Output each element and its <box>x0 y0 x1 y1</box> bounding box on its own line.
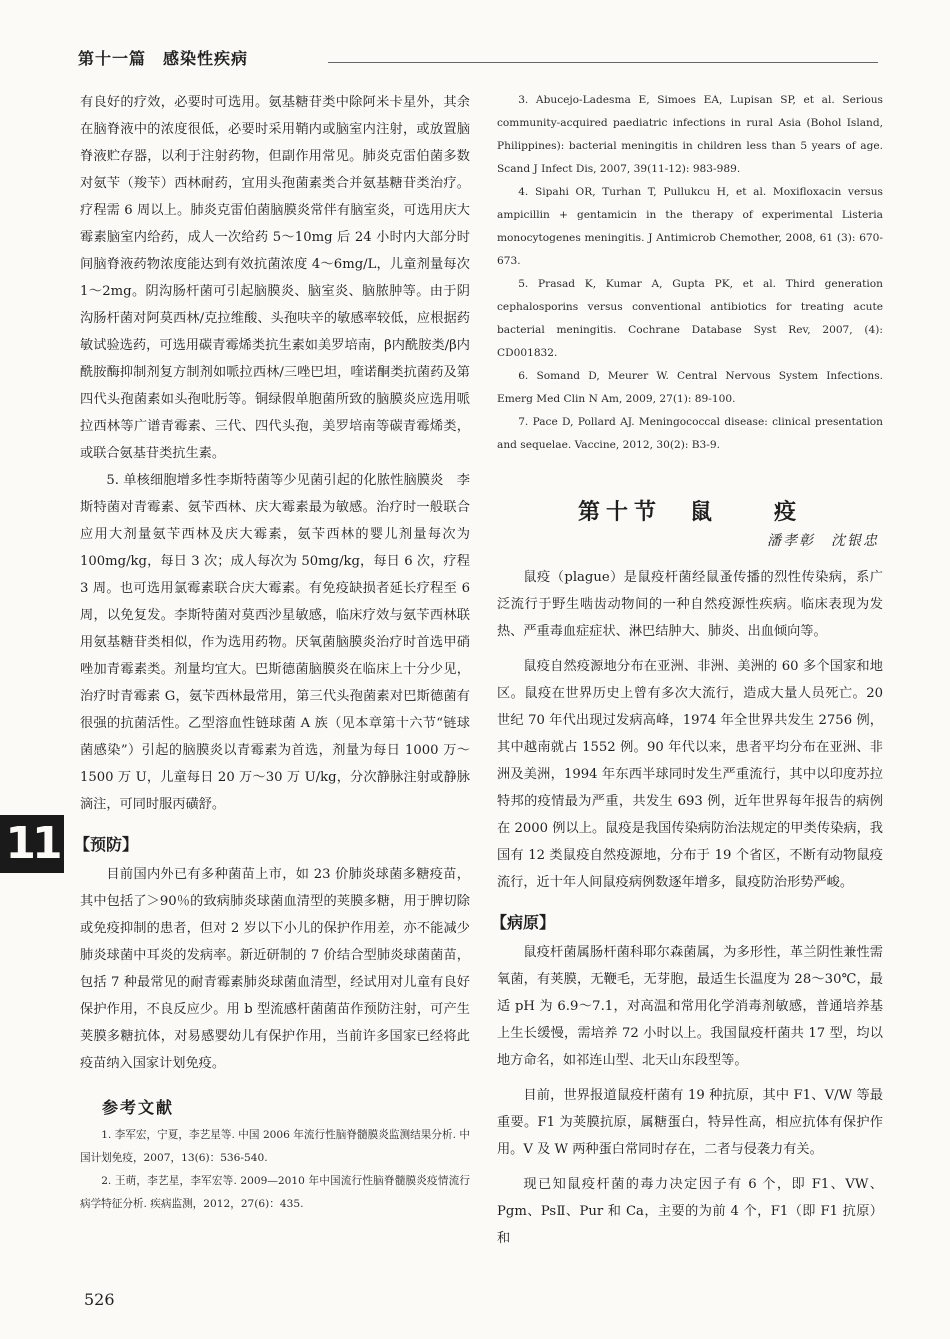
right-column <box>491 89 883 1252</box>
left-paragraph-2: 5. 单核细胞增多性李斯特菌等少见菌引起的化脓性脑膜炎 李斯特菌对青霉素、氨苄西林、庆大霉素最为敏感。治疗时一般联合应用大剂量氨苄西林及庆大霉素，氨苄西林的婴儿剂量每次为 100mg/kg，每日 3 次；成人每次为 50mg/kg，每日 6 次，疗程 3 周。也可选用氯霉素联合庆大霉素。有免疫缺损者延长疗程至 6 周，以免复发。李斯特菌对莫西沙星敏感，临床疗效与氨苄西林联用氨基糖苷类相似，作为选用药物。厌氧菌脑膜炎治疗时首选甲硝唑加青霉素类。剂量均宜大。巴斯德菌脑膜炎在临床上十分少见，治疗时青霉素 G，氨苄西林最常用，第三代头孢菌素对巴斯德菌有很强的抗菌活性。乙型溶血性链球菌 A 族（见本章第十六节“链球菌感染”）引起的脑膜炎以青霉素为首选，剂量为每日 1000 万～1500 万 U，儿童每日 20 万～30 万 U/kg，分次静脉注射或静脉滴注，可同时服丙磺舒。 <box>80 473 470 812</box>
page-number: 526 <box>84 1290 115 1309</box>
etiology-paragraph-1: 鼠疫杆菌属肠杆菌科耶尔森菌属，为多形性，革兰阴性兼性需氧菌，有荚膜，无鞭毛，无芽胞，最适生长温度为 28～30℃，最适 pH 为 6.9～7.1，对高温和常用化学消毒剂敏感，普通培养基上生长缓慢，需培养 72 小时以上。我国鼠疫杆菌共 17 型，均以地方命名，如祁连山型、北天山东段型等。 <box>497 945 883 1068</box>
reference-item: 7. Pace D, Pollard AJ. Meningococcal disease: clinical presentation and sequelae. Vaccine, 2012, 30(2): B3-9. <box>497 416 883 451</box>
reference-item: 6. Somand D, Meurer W. Central Nervous System Infections. Emerg Med Clin N Am, 2009, 27(1): 89-100. <box>497 370 883 405</box>
reference-item: 4. Sipahi OR, Turhan T, Pullukcu H, et al. Moxifloxacin versus ampicillin + gentamicin in the therapy of experimental Listeria monocytogenes meningitis. J Antimicrob Chemother, 2008, 61 (3): 670-673. <box>497 186 883 267</box>
left-paragraph-1: 有良好的疗效，必要时可选用。氨基糖苷类中除阿米卡星外，其余在脑脊液中的浓度很低，必要时采用鞘内或脑室内注射，或放置脑脊液贮存器，以利于注射药物，但副作用常见。肺炎克雷伯菌多数对氨苄（羧苄）西林耐药，宜用头孢菌素类合并氨基糖苷类治疗。疗程需 6 周以上。肺炎克雷伯菌脑膜炎常伴有脑室炎，可选用庆大霉素脑室内给药，成人一次给药 5～10mg 后 24 小时内大部分时间脑脊液药物浓度能达到有效抗菌浓度 4～6mg/L，儿童剂量每次 1～2mg。阴沟肠杆菌可引起脑膜炎、脑室炎、脑脓肿等。由于阴沟肠杆菌对阿莫西林/克拉维酸、头孢呋辛的敏感率较低，应根据药敏试验选药，可选用碳青霉烯类抗生素如美罗培南，β内酰胺类/β内酰胺酶抑制剂复方制剂如哌拉西林/三唑巴坦，喹诺酮类抗菌药及第四代头孢菌素如头孢吡肟等。铜绿假单胞菌所致的脑膜炎应选用哌拉西林等广谱青霉素、三代、四代头孢，美罗培南等碳青霉烯类，或联合氨基苷类抗生素。 <box>80 95 470 461</box>
reference-item: 5. Prasad K, Kumar A, Gupta PK, et al. Third generation cephalosporins versus conventional antibiotics for treating acute bacterial meningitis. Cochrane Database Syst Rev, 2007, (4): CD001832. <box>497 278 883 359</box>
reference-item: 3. Abucejo-Ladesma E, Simoes EA, Lupisan SP, et al. Serious community-acquired paediatric infections in rural Asia (Bohol Island, Philippines): bacterial meningitis in children less than 5 years of age. Scand J Infect Dis, 2007, 39(11-12): 983-989. <box>497 94 883 175</box>
etiology-heading: 【病原】 <box>491 913 556 932</box>
chapter-tab: 11 <box>0 815 64 873</box>
prevention-heading: 【预防】 <box>74 835 139 854</box>
etiology-paragraph-3: 现已知鼠疫杆菌的毒力决定因子有 6 个，即 F1、VW、Pgm、PsⅡ、Pur 和 Ca，主要的为前 4 个，F1（即 F1 抗原）和 <box>497 1177 883 1246</box>
prevention-paragraph: 目前国内外已有多种菌苗上市，如 23 价肺炎球菌多糖疫苗，其中包括了＞90％的致病肺炎球菌血清型的荚膜多糖，用于脾切除或免疫抑制的患者，但对 2 岁以下小儿的保护作用差，亦不能减少肺炎球菌中耳炎的发病率。新近研制的 7 价结合型肺炎球菌菌苗，包括 7 种最常见的耐青霉素肺炎球菌血清型，经试用对儿童有良好保护作用，不良反应少。用 b 型流感杆菌菌苗作预防注射，可产生荚膜多糖抗体，对易感婴幼儿有保护作用，当前许多国家已经将此疫苗纳入国家计划免疫。 <box>80 867 470 1071</box>
header-rule <box>328 62 878 63</box>
section-title: 第十节 鼠 疫 <box>577 500 802 525</box>
etiology-paragraph-2: 目前，世界报道鼠疫杆菌有 19 种抗原，其中 F1、V/W 等最重要。F1 为荚膜抗原，属糖蛋白，特异性高，相应抗体有保护作用。V 及 W 两种蛋白常同时存在，二者与侵袭力有关。 <box>497 1088 883 1157</box>
reference-item: 2. 王萌，李艺星，李军宏等. 2009—2010 年中国流行性脑脊髓膜炎疫情流行病学特征分析. 疾病监测，2012，27(6)：435. <box>80 1175 470 1210</box>
header-title: 第十一篇 感染性疾病 <box>78 49 249 68</box>
references-title: 参考文献 <box>102 1098 175 1117</box>
plague-paragraph-1: 鼠疫（plague）是鼠疫杆菌经鼠蚤传播的烈性传染病，系广泛流行于野生啮齿动物间的一种自然疫源性疾病。临床表现为发热、严重毒血症症状、淋巴结肿大、肺炎、出血倾向等。 <box>497 570 883 639</box>
running-header <box>78 42 878 78</box>
left-column <box>74 89 470 1216</box>
authors: 潘孝彰 沈银忠 <box>767 533 879 549</box>
reference-item: 1. 李军宏，宁夏，李艺星等. 中国 2006 年流行性脑脊髓膜炎监测结果分析. 中国计划免疫，2007，13(6)：536-540. <box>80 1129 470 1164</box>
plague-paragraph-2: 鼠疫自然疫源地分布在亚洲、非洲、美洲的 60 多个国家和地区。鼠疫在世界历史上曾有多次大流行，造成大量人员死亡。20 世纪 70 年代出现过发病高峰，1974 年全世界共发生 2756 例，其中越南就占 1552 例。90 年代以来，患者平均分布在亚洲、非洲及美洲，1994 年东西半球同时发生严重流行，其中以印度苏拉特邦的疫情最为严重，共发生 693 例，近年世界每年报告的病例在 2000 例以上。鼠疫是我国传染病防治法规定的甲类传染病，我国有 12 类鼠疫自然疫源地，分布于 19 个省区，不断有动物鼠疫流行，近十年人间鼠疫病例数逐年增多，鼠疫防治形势严峻。 <box>497 659 883 890</box>
